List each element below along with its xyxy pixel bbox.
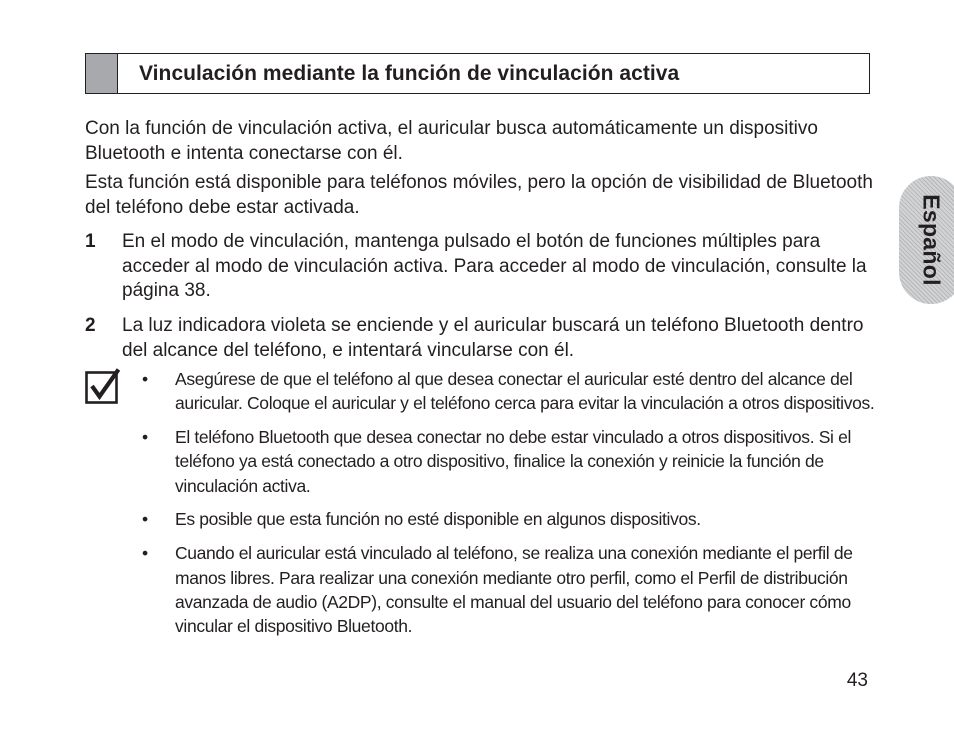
step-2: [85, 314, 875, 363]
section-heading: [85, 53, 870, 94]
step-number: 1: [85, 231, 96, 252]
checkbox-check-icon: [85, 368, 121, 404]
note-text: El teléfono Bluetooth que desea conectar no debe estar vinculado a otros dispositivos. Si el teléfono ya está conectado a otro dispositivo, finalice la conexión y reinicie la función de vinculación activa.: [175, 427, 852, 496]
note-item: [140, 541, 875, 638]
step-text: En el modo de vinculación, mantenga pulsado el botón de funciones múltiples para acceder al modo de vinculación activa. Para acceder al modo de vinculación, consulte la página 38.: [122, 231, 867, 301]
note-list: [140, 367, 875, 648]
note-item: [140, 507, 875, 531]
note-item: [140, 425, 875, 498]
note-text: Cuando el auricular está vinculado al teléfono, se realiza una conexión mediante el perfil de manos libres. Para realizar una conexión mediante otro perfil, como el Perfil de distribución avanzada de audio (A2DP), consulte el manual del usuario del teléfono para conocer cómo vincular el dispositivo Bluetooth.: [175, 543, 853, 637]
step-text: La luz indicadora violeta se enciende y el auricular buscará un teléfono Bluetooth dentro del alcance del teléfono, e intentará vincularse con él.: [122, 315, 864, 361]
page-number: 43: [846, 670, 868, 691]
intro-paragraph-1: Con la función de vinculación activa, el auricular busca automáticamente un dispositivo Bluetooth e intenta conectarse con él.: [85, 118, 818, 164]
heading-accent-bar: [86, 54, 118, 93]
note-text: Es posible que esta función no esté disponible en algunos dispositivos.: [175, 509, 701, 530]
language-tab-label: Español: [918, 194, 945, 286]
bullet-icon: •: [142, 427, 148, 448]
intro-paragraph-2: Esta función está disponible para teléfonos móviles, pero la opción de visibilidad de Bluetooth del teléfono debe estar activada.: [85, 172, 873, 218]
note-text: Asegúrese de que el teléfono al que desea conectar el auricular esté dentro del alcance del auricular. Coloque el auricular y el teléfono cerca para evitar la vinculación a otros dispositivos.: [175, 369, 875, 414]
note-item: [140, 367, 875, 416]
bullet-icon: •: [142, 543, 148, 564]
step-1: [85, 230, 875, 304]
section-title: Vinculación mediante la función de vinculación activa: [139, 62, 680, 85]
bullet-icon: •: [142, 369, 148, 389]
bullet-icon: •: [142, 509, 148, 530]
step-number: 2: [85, 315, 96, 336]
